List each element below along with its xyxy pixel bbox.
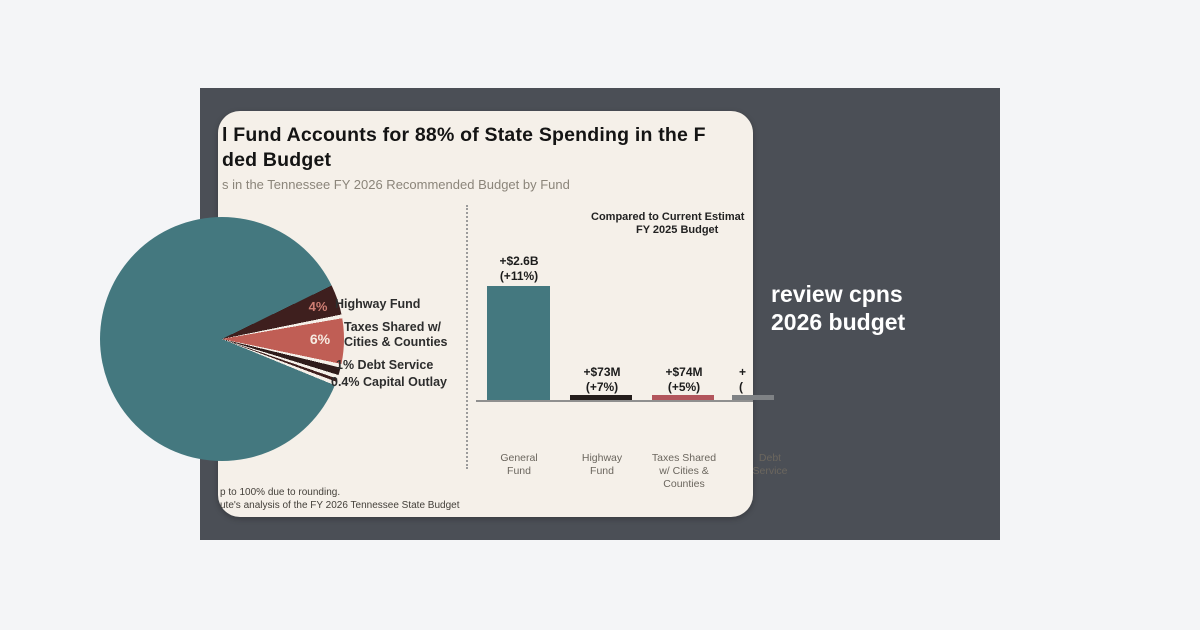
- x-label-taxes-line1: Taxes Shared: [651, 452, 717, 464]
- pie-label-highway-fund: Highway Fund: [335, 297, 421, 311]
- chart-title-line-1: l Fund Accounts for 88% of State Spending in the F: [222, 124, 706, 146]
- x-label-general-line2: Fund: [507, 465, 531, 477]
- x-label-highway-line1: Highway: [581, 452, 623, 464]
- bar-annotation-line-2: FY 2025 Budget: [636, 224, 719, 236]
- pie-label-taxes-line1: Taxes Shared w/: [344, 320, 442, 334]
- pie-pct-taxes: 6%: [309, 331, 331, 347]
- bar-value-general-amount: +$2.6B: [499, 254, 539, 268]
- x-label-general-fund: [479, 452, 559, 478]
- task-note-line1: review cpns: [771, 281, 903, 307]
- bar-value-general-pct: (+11%): [499, 269, 539, 283]
- bar-value-taxes: [644, 365, 724, 395]
- bar-axis-line: [476, 400, 753, 402]
- bar-general-fund: [487, 286, 550, 400]
- bar-value-debt: [739, 365, 769, 395]
- budget-chart-card[interactable]: [218, 111, 788, 517]
- dotted-divider: [466, 205, 468, 469]
- x-label-taxes-line3: Counties: [663, 478, 705, 490]
- x-label-debt-line2: Service: [752, 465, 788, 477]
- chart-subtitle: s in the Tennessee FY 2026 Recommended Budget by Fund: [222, 177, 570, 192]
- x-label-debt-line1: Debt: [758, 452, 782, 464]
- bar-value-highway: [562, 365, 642, 395]
- x-label-taxes-shared: [644, 452, 724, 491]
- pie-label-capital-outlay: 0.4% Capital Outlay: [331, 375, 448, 389]
- bar-value-highway-amount: +$73M: [583, 365, 621, 379]
- bar-value-taxes-pct: (+5%): [667, 380, 701, 394]
- bar-value-taxes-amount: +$74M: [665, 365, 703, 379]
- x-label-debt-service: [730, 452, 810, 478]
- bar-value-debt-amount: +: [739, 365, 747, 379]
- x-label-highway-fund: [562, 452, 642, 478]
- x-label-general-line1: General: [500, 452, 538, 464]
- dark-panel: [200, 88, 1000, 540]
- task-note-line2: 2026 budget: [771, 309, 906, 335]
- x-label-taxes-line2: w/ Cities &: [659, 465, 709, 477]
- bar-value-highway-pct: (+7%): [585, 380, 619, 394]
- pie-label-taxes-line2: Cities & Counties: [344, 335, 448, 349]
- bar-value-debt-pct: (: [739, 380, 743, 394]
- task-note-text: [771, 280, 905, 336]
- footnote-line-2: ute's analysis of the FY 2026 Tennessee State Budget: [220, 500, 460, 511]
- footnote-line-1: p to 100% due to rounding.: [220, 487, 341, 498]
- pie-pct-highway: 4%: [308, 299, 328, 314]
- bar-annotation-line-1: Compared to Current Estimat: [591, 211, 745, 223]
- bar-value-general: [479, 254, 559, 284]
- pie-label-debt-service: 1% Debt Service: [336, 358, 434, 372]
- x-label-highway-line2: Fund: [590, 465, 614, 477]
- chart-title-line-2: ded Budget: [222, 149, 332, 171]
